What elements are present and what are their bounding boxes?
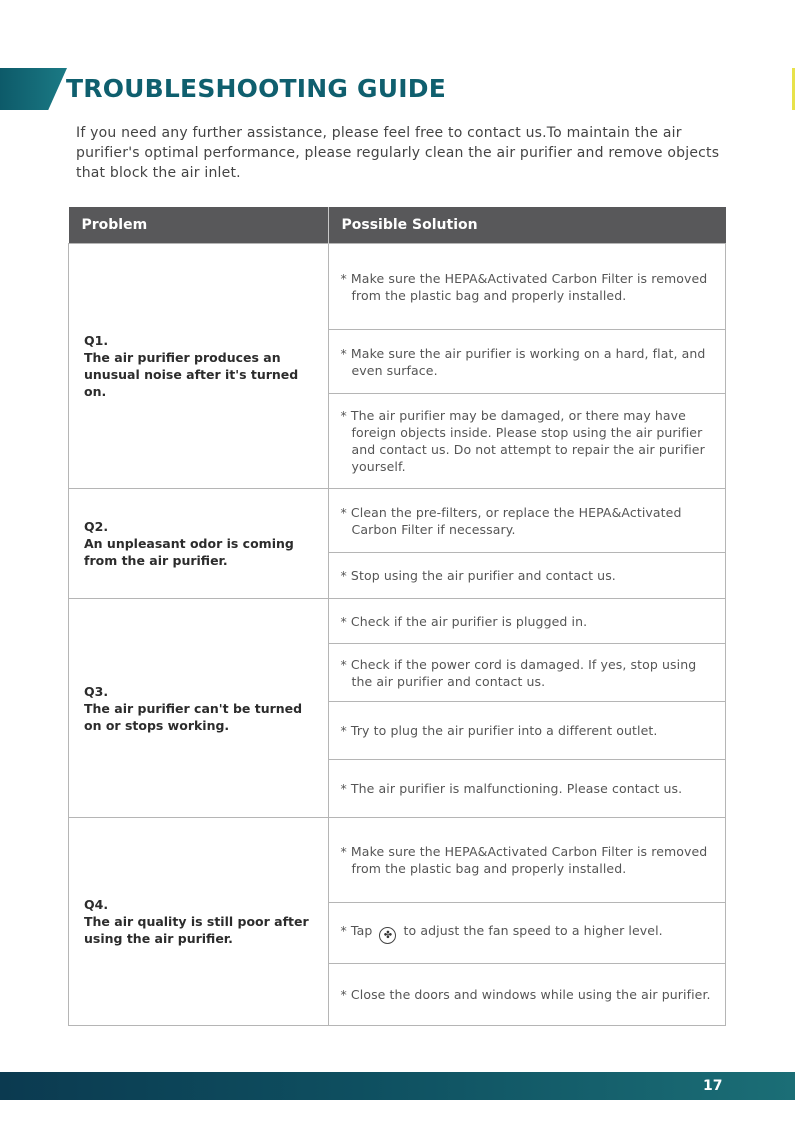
table-row: [69, 818, 726, 903]
solution-cell: [328, 644, 726, 702]
fan-icon: ✤: [379, 927, 396, 944]
title-accent-band: [0, 68, 67, 110]
solution-text: * Stop using the air purifier and contact us.: [340, 568, 616, 583]
solution-cell: [328, 244, 726, 330]
problem-text: An unpleasant odor is coming from the air purifier.: [84, 536, 294, 568]
solution-text: * Close the doors and windows while using the air purifier.: [340, 987, 711, 1002]
problem-number: Q2.: [84, 519, 109, 534]
solution-cell: [328, 489, 726, 553]
solution-cell: [328, 702, 726, 760]
problem-cell-q2: [69, 489, 329, 599]
solution-text-after-icon: to adjust the fan speed to a higher level.: [403, 923, 663, 938]
problem-cell-q1: [69, 244, 329, 489]
solution-cell: [328, 330, 726, 394]
problem-text: The air purifier can't be turned on or stops working.: [84, 700, 303, 733]
solution-text: * Make sure the HEPA&Activated Carbon Filter is removed from the plastic bag and properly installed.: [340, 844, 708, 876]
solution-cell: [328, 903, 726, 964]
page-title: TROUBLESHOOTING GUIDE: [66, 74, 447, 103]
table-row: [69, 244, 726, 330]
solution-text: * Clean the pre-filters, or replace the HEPA&Activated Carbon Filter if necessary.: [340, 504, 682, 537]
page-number: 17: [703, 1078, 723, 1094]
intro-paragraph: If you need any further assistance, please feel free to contact us.To maintain the air purifier's optimal performance, please regularly clean the air purifier and remove objects that block the air inlet.: [76, 125, 720, 181]
troubleshooting-table: [68, 207, 726, 1026]
solution-text-before-icon: * Tap: [340, 923, 373, 938]
problem-number: Q3.: [84, 683, 109, 699]
solution-cell: [328, 553, 726, 599]
problem-cell-q4: [69, 818, 329, 1026]
problem-number: Q4.: [84, 897, 109, 912]
table-header-row: [69, 207, 726, 244]
solution-cell: [328, 818, 726, 903]
solution-text: * Try to plug the air purifier into a different outlet.: [340, 723, 658, 738]
solution-text: * The air purifier is malfunctioning. Please contact us.: [340, 781, 683, 796]
solution-cell: [328, 964, 726, 1026]
header-problem: Problem: [69, 207, 329, 244]
solution-text: [341, 922, 712, 944]
problem-text: The air purifier produces an unusual noise after it's turned on.: [84, 350, 299, 399]
solution-text: * The air purifier may be damaged, or there may have foreign objects inside. Please stop using the air purifier and contact us. Do not attempt to repair the air purifier yourself.: [340, 408, 705, 474]
solution-cell: [328, 760, 726, 818]
solution-cell: [328, 599, 726, 644]
solution-text: * Check if the power cord is damaged. If yes, stop using the air purifier and contact us.: [340, 656, 697, 689]
table-row: [69, 489, 726, 553]
table-row: [69, 599, 726, 644]
header-solution: Possible Solution: [328, 207, 726, 244]
problem-cell-q3: [69, 599, 329, 818]
solution-cell: [328, 394, 726, 489]
footer-bar: [0, 1072, 795, 1100]
solution-text: * Make sure the HEPA&Activated Carbon Filter is removed from the plastic bag and properly installed.: [340, 270, 708, 303]
solution-text: * Make sure the air purifier is working on a hard, flat, and even surface.: [340, 345, 706, 378]
problem-text: The air quality is still poor after using the air purifier.: [84, 914, 309, 946]
problem-number: Q1.: [84, 333, 109, 348]
solution-text: * Check if the air purifier is plugged in.: [340, 613, 588, 629]
